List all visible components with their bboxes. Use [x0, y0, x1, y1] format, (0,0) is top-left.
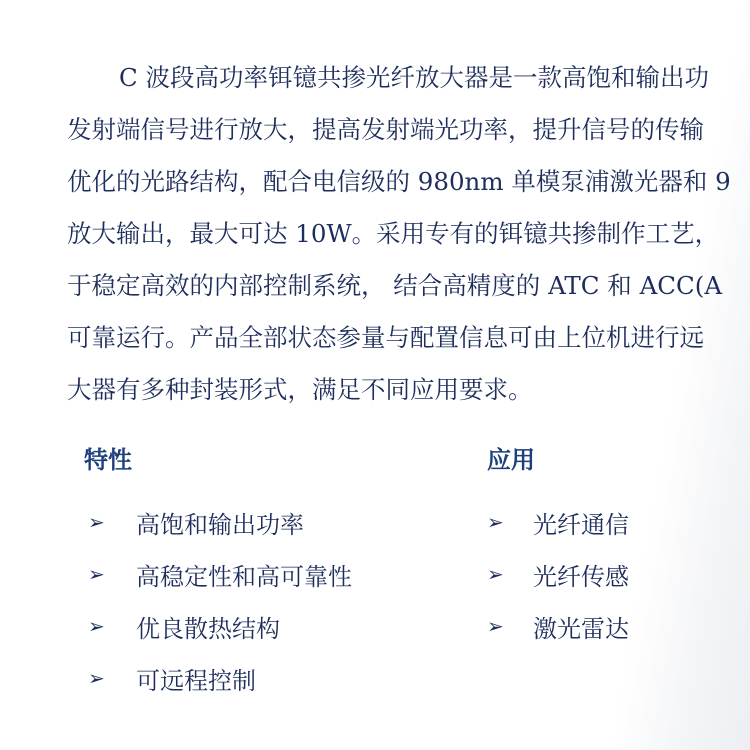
arrow-bullet-icon: ➢	[487, 614, 504, 638]
feature-label: 高稳定性和高可靠性	[136, 562, 352, 591]
application-item	[487, 548, 629, 600]
arrow-bullet-icon: ➢	[487, 510, 504, 534]
features-heading: 特性	[84, 446, 132, 474]
applications-heading: 应用	[487, 446, 535, 474]
applications-list	[487, 496, 629, 652]
arrow-bullet-icon: ➢	[88, 562, 105, 586]
application-label: 光纤通信	[533, 510, 629, 539]
arrow-bullet-icon: ➢	[88, 614, 105, 638]
application-label: 光纤传感	[533, 562, 629, 591]
application-item	[487, 600, 629, 652]
description-line: 发射端信号进行放大，提高发射端光功率，提升信号的传输	[67, 115, 704, 144]
features-list	[88, 496, 352, 704]
feature-label: 可远程控制	[136, 666, 256, 695]
description-line: 放大输出，最大可达 10W。采用专有的铒镱共掺制作工艺，	[67, 219, 720, 248]
description-line: 大器有多种封装形式，满足不同应用要求。	[67, 375, 533, 404]
description-line: C 波段高功率铒镱共掺光纤放大器是一款高饱和输出功	[119, 63, 710, 92]
application-label: 激光雷达	[533, 614, 629, 643]
description-line: 优化的光路结构，配合电信级的 980nm 单模泵浦激光器和 9	[67, 167, 731, 196]
feature-item	[88, 496, 352, 548]
feature-item	[88, 652, 352, 704]
product-description	[67, 52, 750, 416]
application-item	[487, 496, 629, 548]
arrow-bullet-icon: ➢	[88, 666, 105, 690]
arrow-bullet-icon: ➢	[88, 510, 105, 534]
feature-label: 优良散热结构	[136, 614, 280, 643]
description-line: 于稳定高效的内部控制系统， 结合高精度的 ATC 和 ACC(A	[67, 271, 723, 300]
arrow-bullet-icon: ➢	[487, 562, 504, 586]
feature-item	[88, 600, 352, 652]
description-line: 可靠运行。产品全部状态参量与配置信息可由上位机进行远	[67, 323, 704, 352]
feature-item	[88, 548, 352, 600]
feature-label: 高饱和输出功率	[136, 510, 304, 539]
